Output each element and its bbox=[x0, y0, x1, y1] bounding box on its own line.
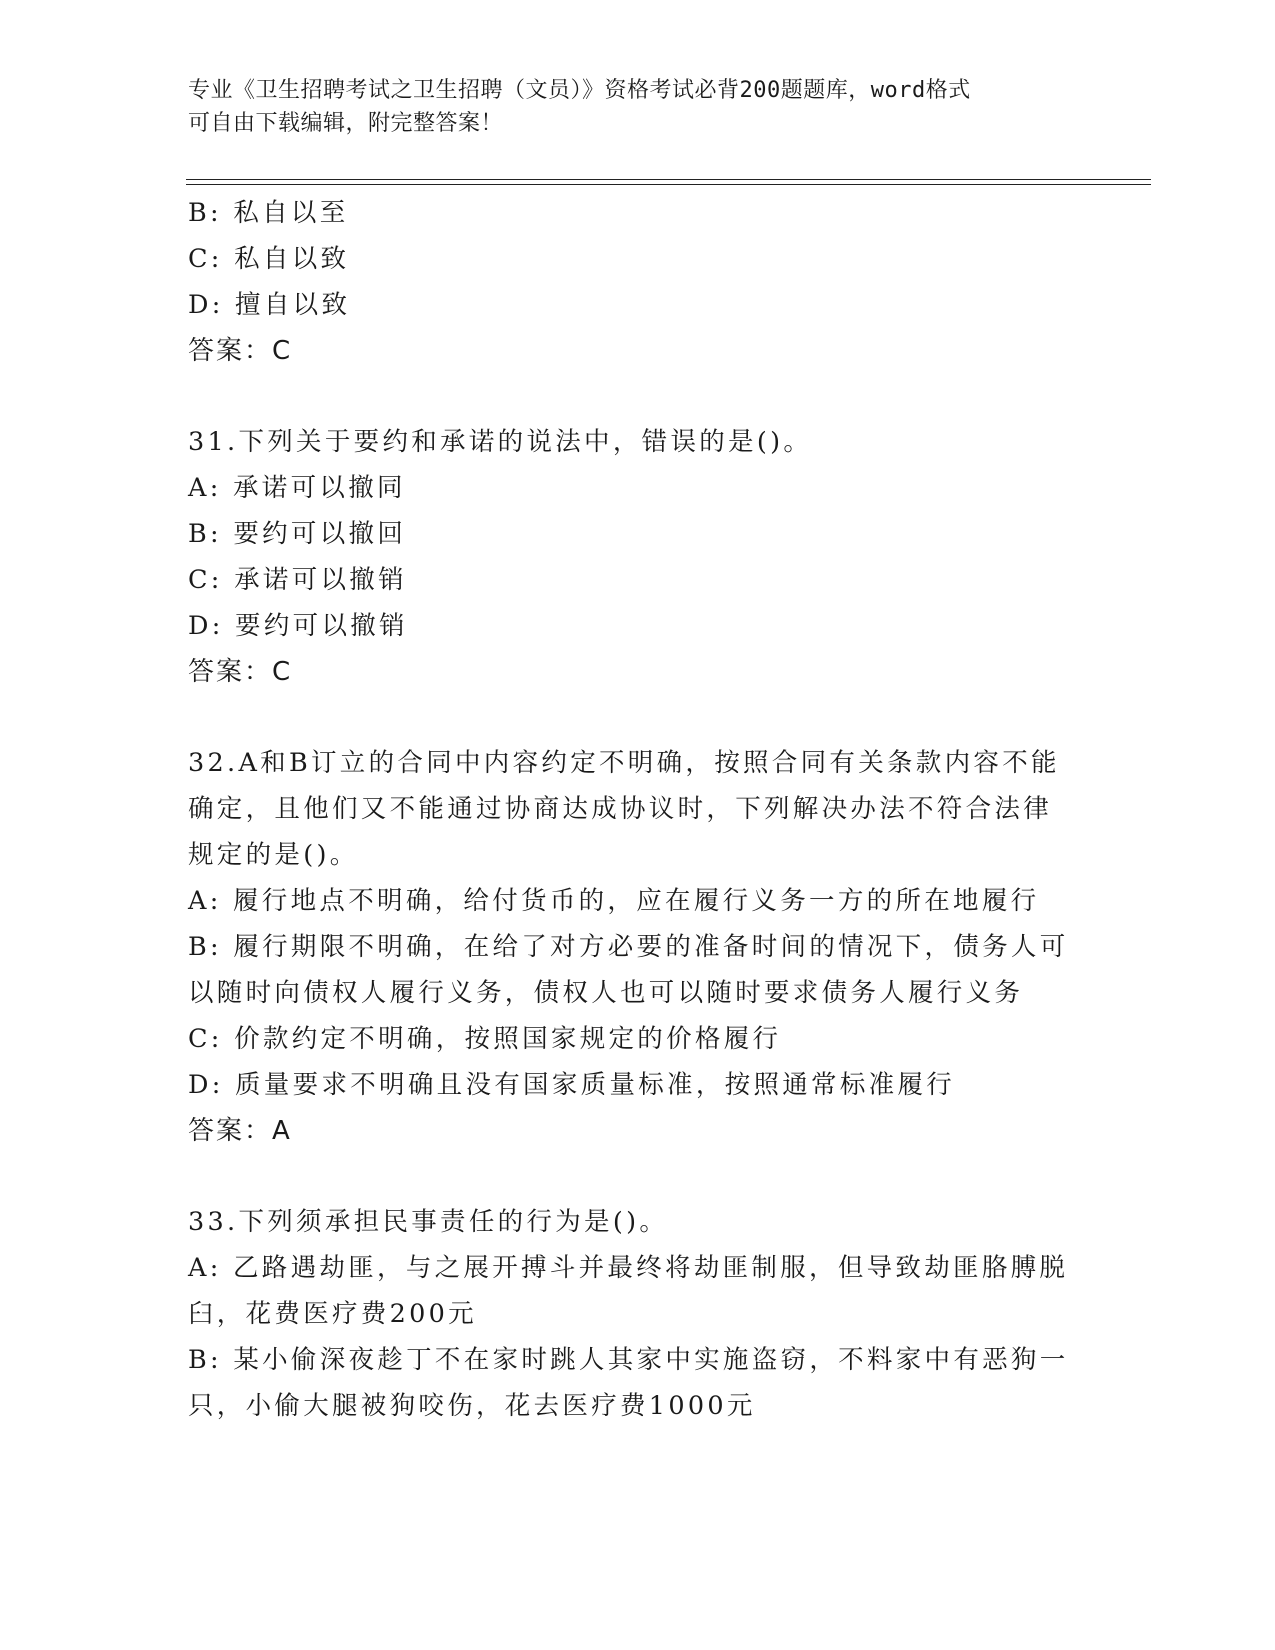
question-32-stem bbox=[188, 740, 1088, 878]
option-d: D: 擅自以致 bbox=[188, 290, 351, 320]
question-33-stem: 33.下列须承担民事责任的行为是()。 bbox=[188, 1207, 669, 1237]
question-30-options bbox=[188, 190, 1088, 328]
question-content bbox=[188, 190, 1088, 1429]
option-a-continued: 臼，花费医疗费200元 bbox=[188, 1299, 477, 1329]
question-33-options bbox=[188, 1245, 1088, 1429]
option-b: B: 履行期限不明确，在给了对方必要的准备时间的情况下，债务人可 bbox=[188, 932, 1069, 962]
option-d: D: 质量要求不明确且没有国家质量标准，按照通常标准履行 bbox=[188, 1070, 956, 1100]
option-a: A: 履行地点不明确，给付货币的，应在履行义务一方的所在地履行 bbox=[188, 886, 1040, 916]
question-31-options bbox=[188, 465, 1088, 649]
question-31-stem: 31.下列关于要约和承诺的说法中，错误的是()。 bbox=[188, 427, 813, 457]
spacer bbox=[188, 374, 1088, 419]
stem-line: 32.A和B订立的合同中内容约定不明确，按照合同有关条款内容不能 bbox=[188, 748, 1060, 778]
answer-31: 答案：C bbox=[188, 657, 293, 687]
option-b-continued: 以随时向债权人履行义务，债权人也可以随时要求债务人履行义务 bbox=[188, 978, 1024, 1008]
option-b: B: 要约可以撤回 bbox=[188, 519, 407, 549]
question-32-options bbox=[188, 878, 1088, 1108]
option-b: B: 某小偷深夜趁丁不在家时跳人其家中实施盗窃，不料家中有恶狗一 bbox=[188, 1345, 1069, 1375]
option-b: B: 私自以至 bbox=[188, 198, 349, 228]
option-c: C: 承诺可以撤销 bbox=[188, 565, 407, 595]
option-c: C: 价款约定不明确，按照国家规定的价格履行 bbox=[188, 1024, 782, 1054]
header-rule-bottom bbox=[186, 184, 1151, 185]
answer-30: 答案：C bbox=[188, 336, 293, 366]
spacer bbox=[188, 695, 1088, 740]
document-header bbox=[188, 74, 1068, 140]
stem-line: 确定，且他们又不能通过协商达成协议时，下列解决办法不符合法律 bbox=[188, 794, 1053, 824]
option-a: A: 乙路遇劫匪，与之展开搏斗并最终将劫匪制服，但导致劫匪胳膊脱 bbox=[188, 1253, 1069, 1283]
option-a: A: 承诺可以撤同 bbox=[188, 473, 406, 503]
option-d: D: 要约可以撤销 bbox=[188, 611, 408, 641]
header-rule-top bbox=[186, 179, 1151, 180]
spacer bbox=[188, 1154, 1088, 1199]
option-b-continued: 只，小偷大腿被狗咬伤，花去医疗费1000元 bbox=[188, 1391, 756, 1421]
stem-line: 规定的是()。 bbox=[188, 840, 359, 870]
option-c: C: 私自以致 bbox=[188, 244, 350, 274]
header-line-2: 可自由下载编辑，附完整答案！ bbox=[188, 111, 504, 136]
header-line-1: 专业《卫生招聘考试之卫生招聘（文员）》资格考试必背200题题库，word格式 bbox=[188, 78, 971, 103]
answer-32: 答案：A bbox=[188, 1116, 292, 1146]
